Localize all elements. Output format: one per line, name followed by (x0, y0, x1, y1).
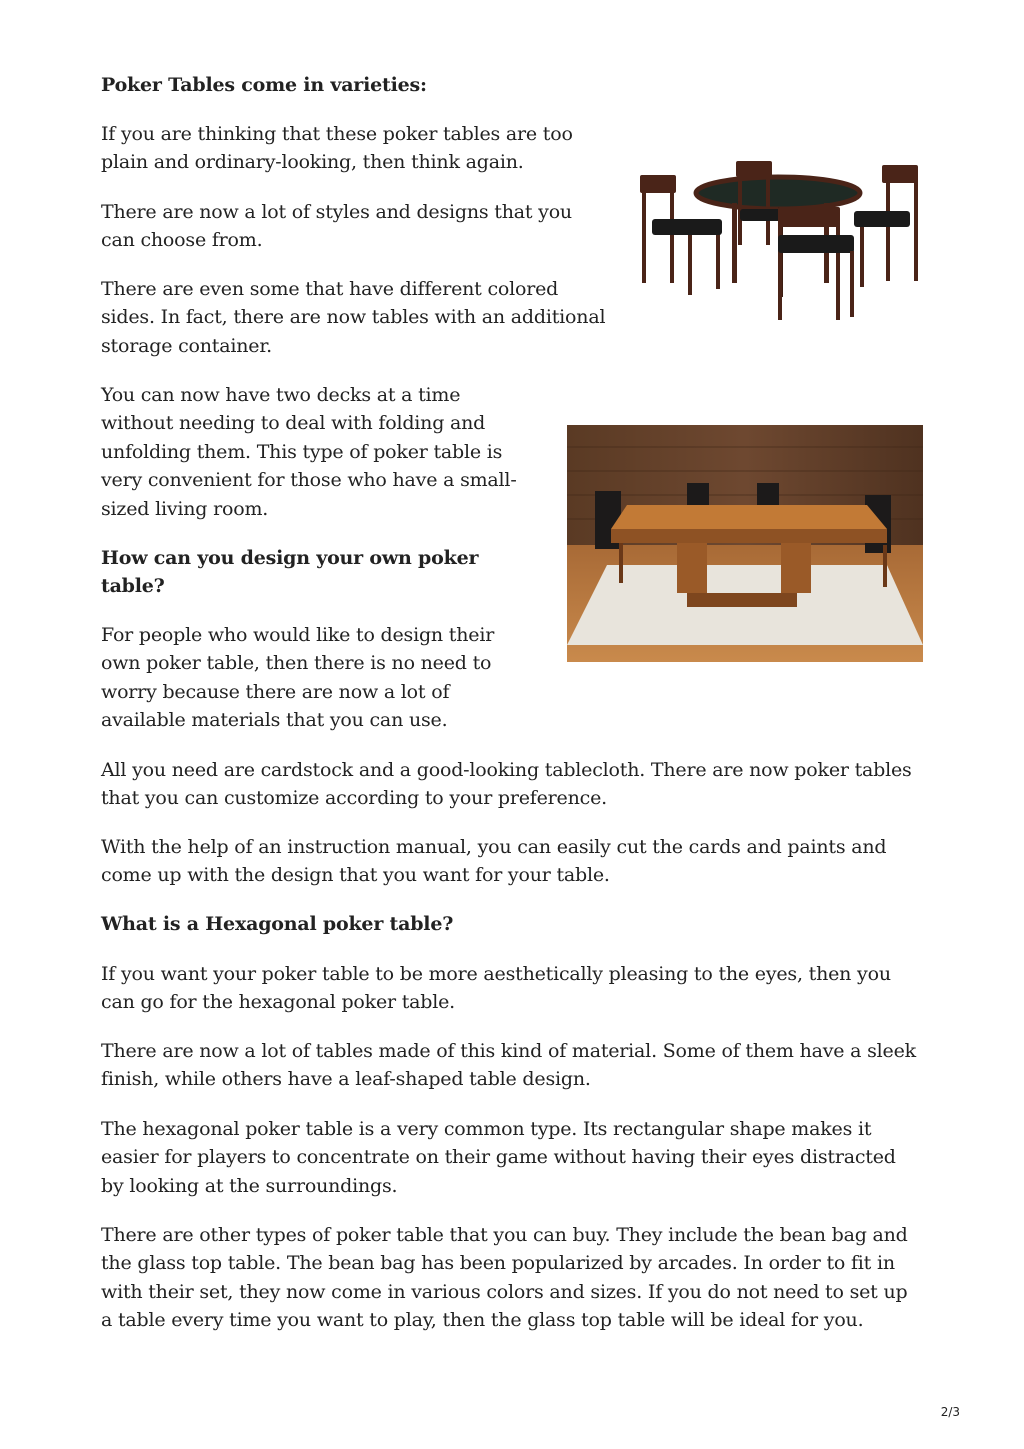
paragraph-other-types: There are other types of poker table that you can buy. They include the bean bag and the glass top table. The bean bag has been popularized by arcades. In order to fit in with their set, they now come in various colors and sizes. If you do not need to set up a table every time you want to play, then the glass top table will be ideal for you. (101, 1224, 908, 1332)
paragraph-cardstock: All you need are cardstock and a good-looking tablecloth. There are now poker tables that you can customize according to your preference. (101, 759, 912, 810)
rectangular-wooden-poker-table-room-photo (567, 425, 923, 662)
heading-hexagonal: What is a Hexagonal poker table? (101, 913, 454, 935)
paragraph-colored-sides: There are even some that have different colored sides. In fact, there are now tables with an additional storage container. (101, 278, 606, 357)
page-number: 2/3 (940, 1405, 960, 1419)
paragraph-design-materials: For people who would like to design their own poker table, then there is no need to worry because there are now a lot of available materials that you can use. (101, 624, 495, 732)
round-poker-table-with-folding-chairs-photo (628, 155, 926, 325)
round-table-image (628, 155, 926, 325)
paragraph-materials-finish: There are now a lot of tables made of this kind of material. Some of them have a sleek finish, while others have a leaf-shaped table design. (101, 1040, 916, 1091)
wooden-table-image (567, 425, 923, 662)
paragraph-common-type: The hexagonal poker table is a very common type. Its rectangular shape makes it easier for players to concentrate on their game without having their eyes distracted by looking at the surroundings. (101, 1118, 896, 1197)
paragraph-instruction-manual: With the help of an instruction manual, you can easily cut the cards and paints and come up with the design that you want for your table. (101, 836, 887, 887)
paragraph-styles: There are now a lot of styles and designs that you can choose from. (101, 201, 572, 252)
paragraph-plain-tables: If you are thinking that these poker tables are too plain and ordinary-looking, then think again. (101, 123, 573, 174)
heading-varieties: Poker Tables come in varieties: (101, 74, 427, 96)
heading-design-own: How can you design your own poker table? (101, 547, 479, 598)
paragraph-aesthetic: If you want your poker table to be more aesthetically pleasing to the eyes, then you can go for the hexagonal poker table. (101, 963, 891, 1014)
paragraph-two-decks: You can now have two decks at a time without needing to deal with folding and unfolding them. This type of poker table is very convenient for those who have a small-sized living room. (101, 384, 517, 520)
